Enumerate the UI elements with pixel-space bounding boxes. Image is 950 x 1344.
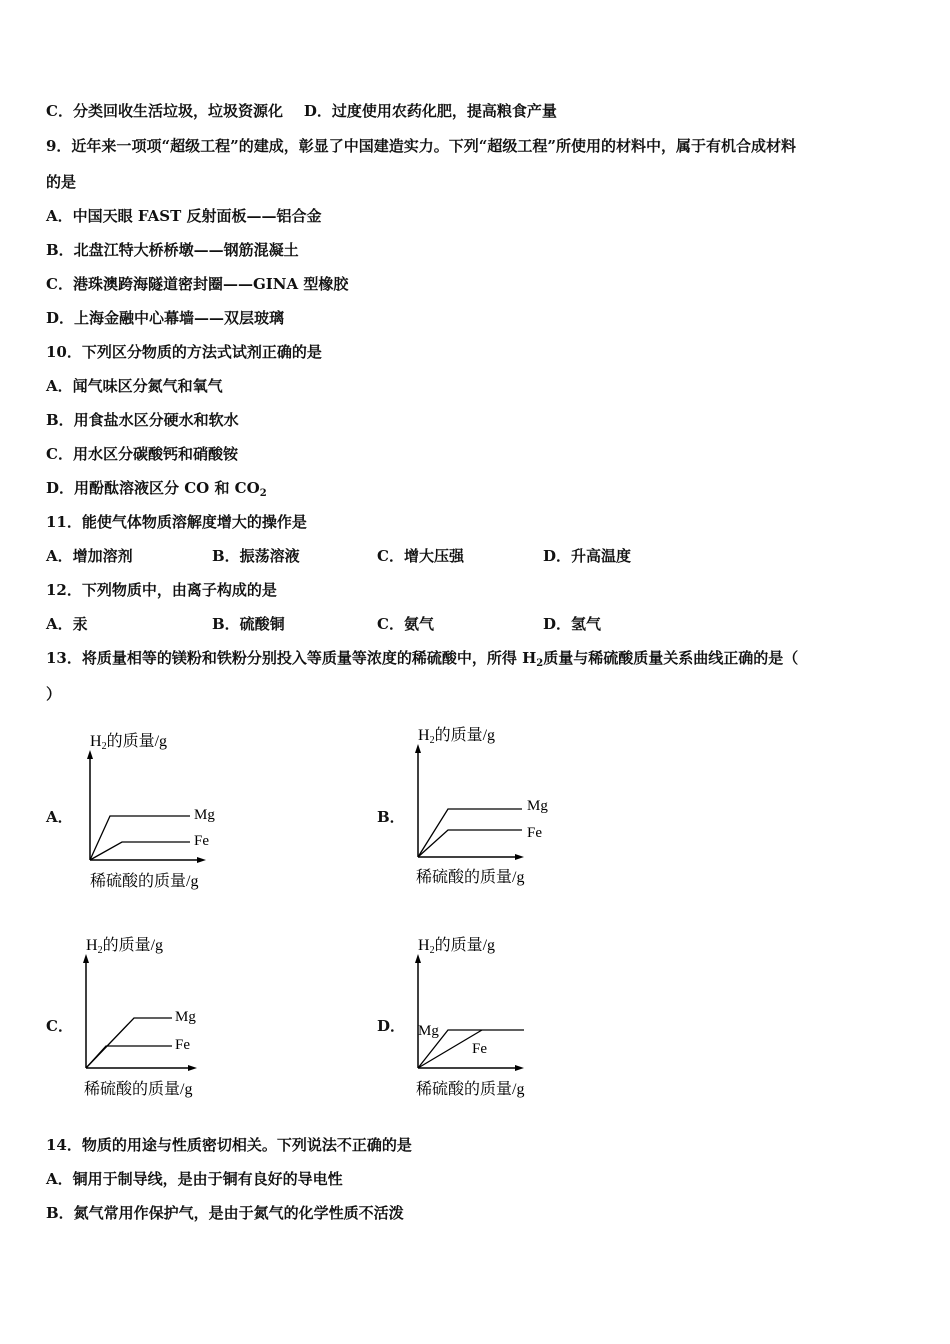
graph-a-x-arrow	[197, 857, 206, 863]
graph-a-y-label: H2的质量/g	[90, 733, 168, 752]
graph-a-fe-label: Fe	[194, 833, 209, 849]
q13-graph-b	[408, 722, 568, 892]
q10-option-d-text: D．用酚酞溶液区分 CO 和 CO	[46, 479, 260, 497]
q8-option-c: C．分类回收生活垃圾，垃圾资源化	[46, 102, 283, 120]
graph-a-mg-line	[90, 816, 190, 860]
graph-a-mg-label: Mg	[194, 807, 215, 823]
graph-d-x-arrow	[515, 1065, 524, 1071]
q13-stem-subscript: 2	[536, 658, 544, 669]
q9-stem: 9．近年来一项项“超级工程”的建成，彰显了中国建造实力。下列“超级工程”所使用的材料中，属于有机合成材料	[46, 137, 796, 155]
graph-d-y-arrow	[415, 954, 421, 963]
graph-c-mg-line	[86, 1018, 172, 1068]
q13-graph-d	[408, 932, 568, 1102]
q13-graph-label-c: C．	[46, 1017, 73, 1035]
q13-graph-c	[76, 932, 236, 1102]
q13-graph-label-a: A．	[46, 808, 73, 826]
graph-c-x-label: 稀硫酸的质量/g	[84, 1081, 193, 1098]
q12-option-d: D．氢气	[543, 615, 602, 633]
graph-b-y-arrow	[415, 744, 421, 753]
graph-b-y-label: H2的质量/g	[418, 727, 496, 746]
q12-option-b: B．硫酸铜	[212, 615, 285, 633]
q12-option-a: A．汞	[46, 615, 88, 633]
q13-stem-part2: 质量与稀硫酸质量关系曲线正确的是（	[543, 649, 799, 667]
graph-c-x-arrow	[188, 1065, 197, 1071]
q10-option-d-subscript: 2	[259, 488, 267, 499]
q8-option-d: D．过度使用农药化肥，提高粮食产量	[303, 102, 557, 120]
q13-stem-part1: 13．将质量相等的镁粉和铁粉分别投入等质量等浓度的稀硫酸中，所得 H	[46, 649, 537, 667]
q10-option-a: A．闻气味区分氮气和氧气	[46, 377, 223, 395]
q11-option-c: C．增大压强	[377, 547, 464, 565]
graph-c-fe-line	[86, 1046, 172, 1068]
q13-stem	[46, 648, 798, 674]
graph-b-fe-label: Fe	[527, 825, 542, 841]
q14-option-a: A．铜用于制导线，是由于铜有良好的导电性	[46, 1170, 343, 1188]
graph-d-y-label: H2的质量/g	[418, 937, 496, 956]
graph-a-fe-line	[90, 842, 190, 860]
q9-option-d: D．上海金融中心幕墙——双层玻璃	[46, 309, 285, 327]
graph-b-x-label: 稀硫酸的质量/g	[416, 869, 525, 886]
graph-d-fe-label: Fe	[472, 1041, 487, 1057]
q10-stem: 10．下列区分物质的方法式试剂正确的是	[46, 343, 322, 361]
q9-option-b: B．北盘江特大桥桥墩——钢筋混凝土	[46, 241, 299, 259]
q10-option-d	[46, 478, 267, 504]
q13-graph-label-b: B．	[377, 808, 405, 826]
q12-stem: 12．下列物质中，由离子构成的是	[46, 581, 277, 599]
graph-b-mg-line	[418, 809, 522, 857]
graph-a-y-arrow	[87, 750, 93, 759]
graph-b-fe-line	[418, 830, 522, 857]
q9-option-c: C．港珠澳跨海隧道密封圈——GINA 型橡胶	[46, 275, 349, 293]
graph-d-x-label: 稀硫酸的质量/g	[416, 1081, 525, 1098]
q14-option-b: B．氮气常用作保护气，是由于氮气的化学性质不活泼	[46, 1204, 404, 1222]
q9-option-a: A．中国天眼 FAST 反射面板——铝合金	[46, 207, 322, 225]
graph-b-mg-label: Mg	[527, 798, 548, 814]
q8-options-line	[46, 101, 557, 121]
q11-option-b: B．振荡溶液	[212, 547, 300, 565]
q11-option-a: A．增加溶剂	[46, 547, 133, 565]
graph-c-y-label: H2的质量/g	[86, 937, 164, 956]
graph-c-fe-label: Fe	[175, 1037, 190, 1053]
q11-stem: 11．能使气体物质溶解度增大的操作是	[46, 513, 307, 531]
q14-stem: 14．物质的用途与性质密切相关。下列说法不正确的是	[46, 1136, 412, 1154]
q12-option-c: C．氨气	[377, 615, 434, 633]
graph-d-mg-label: Mg	[418, 1023, 439, 1039]
q13-graph-a	[80, 726, 240, 896]
graph-b-x-arrow	[515, 854, 524, 860]
graph-a-x-label: 稀硫酸的质量/g	[90, 873, 199, 890]
q9-stem-cont: 的是	[46, 173, 77, 191]
q11-option-d: D．升高温度	[543, 547, 632, 565]
q10-option-c: C．用水区分碳酸钙和硝酸铵	[46, 445, 238, 463]
graph-c-mg-label: Mg	[175, 1009, 196, 1025]
graph-c-y-arrow	[83, 954, 89, 963]
q10-option-b: B．用食盐水区分硬水和软水	[46, 411, 239, 429]
q13-stem-cont: ）	[46, 685, 62, 703]
q13-graph-label-d: D．	[377, 1017, 406, 1035]
